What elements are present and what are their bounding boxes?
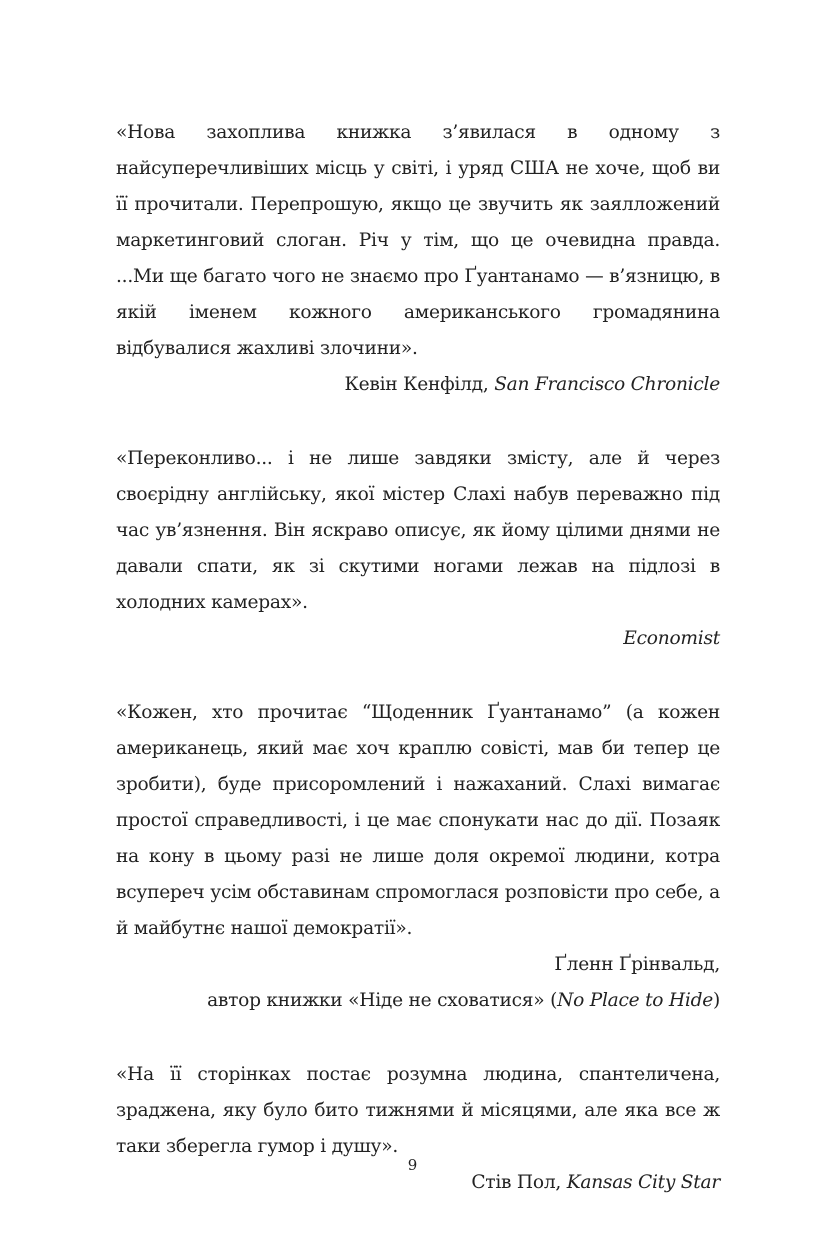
- attribution-book-suffix: ): [712, 990, 720, 1011]
- attribution-author: Стів Пол,: [471, 1172, 567, 1193]
- blurb-quote: «На її сторінках постає розумна людина, спантеличена, зраджена, яку було бито тижнями й місяцями, але яка все ж таки зберегла гумор і душу».: [116, 1064, 720, 1157]
- blurb-attribution: [116, 367, 720, 403]
- blurb-3: [116, 695, 720, 1019]
- attribution-author: Кевін Кенфілд,: [344, 374, 495, 395]
- attribution-source: Economist: [623, 628, 720, 649]
- blurb-4: [116, 1057, 720, 1201]
- blurb-attribution: [116, 947, 720, 983]
- attribution-author: Ґленн Ґрінвальд,: [554, 954, 720, 975]
- blurb-quote: «Нова захоплива книжка з’явилася в одному з найсуперечливіших місць у світі, і уряд США не хоче, щоб ви її прочитали. Перепрошую, якщо це звучить як заялложений маркетинговий слоган. Річ у тім, що це очевидна правда. ...Ми ще багато чого не знаємо про Ґуантанамо — в’язницю, в якій іменем кожного американського громадянина відбувалися жахливі злочини».: [116, 122, 720, 359]
- blurb-quote: «Кожен, хто прочитає “Щоденник Ґуантанамо” (а кожен американець, який має хоч краплю совісті, мав би тепер це зробити), буде присоромлений і нажаханий. Слахі вимагає простої справедливості, і це має спонукати нас до дії. Позаяк на кону в цьому разі не лише доля окремої людини, котра всупереч усім обставинам спромоглася розповісти про себе, а й майбутнє нашої демократії».: [116, 702, 720, 939]
- blurb-attribution: [116, 621, 720, 657]
- attribution-source: San Francisco Chronicle: [494, 374, 720, 395]
- blurb-2: [116, 441, 720, 657]
- attribution-book-prefix: автор книжки «Ніде не сховатися» (: [207, 990, 558, 1011]
- blurb-quote: «Переконливо... і не лише завдяки змісту, але й через своєрідну англійську, якої містер Слахі набув переважно під час ув’язнення. Він яскраво описує, як йому цілими днями не давали спати, як зі скутими ногами лежав на підлозі в холодних камерах».: [116, 448, 720, 613]
- blurb-attribution-line2: [116, 983, 720, 1019]
- attribution-source: No Place to Hide: [557, 990, 713, 1011]
- page-number: 9: [407, 1156, 418, 1174]
- attribution-source: Kansas City Star: [566, 1172, 720, 1193]
- book-page: [116, 115, 720, 1239]
- blurb-1: [116, 115, 720, 403]
